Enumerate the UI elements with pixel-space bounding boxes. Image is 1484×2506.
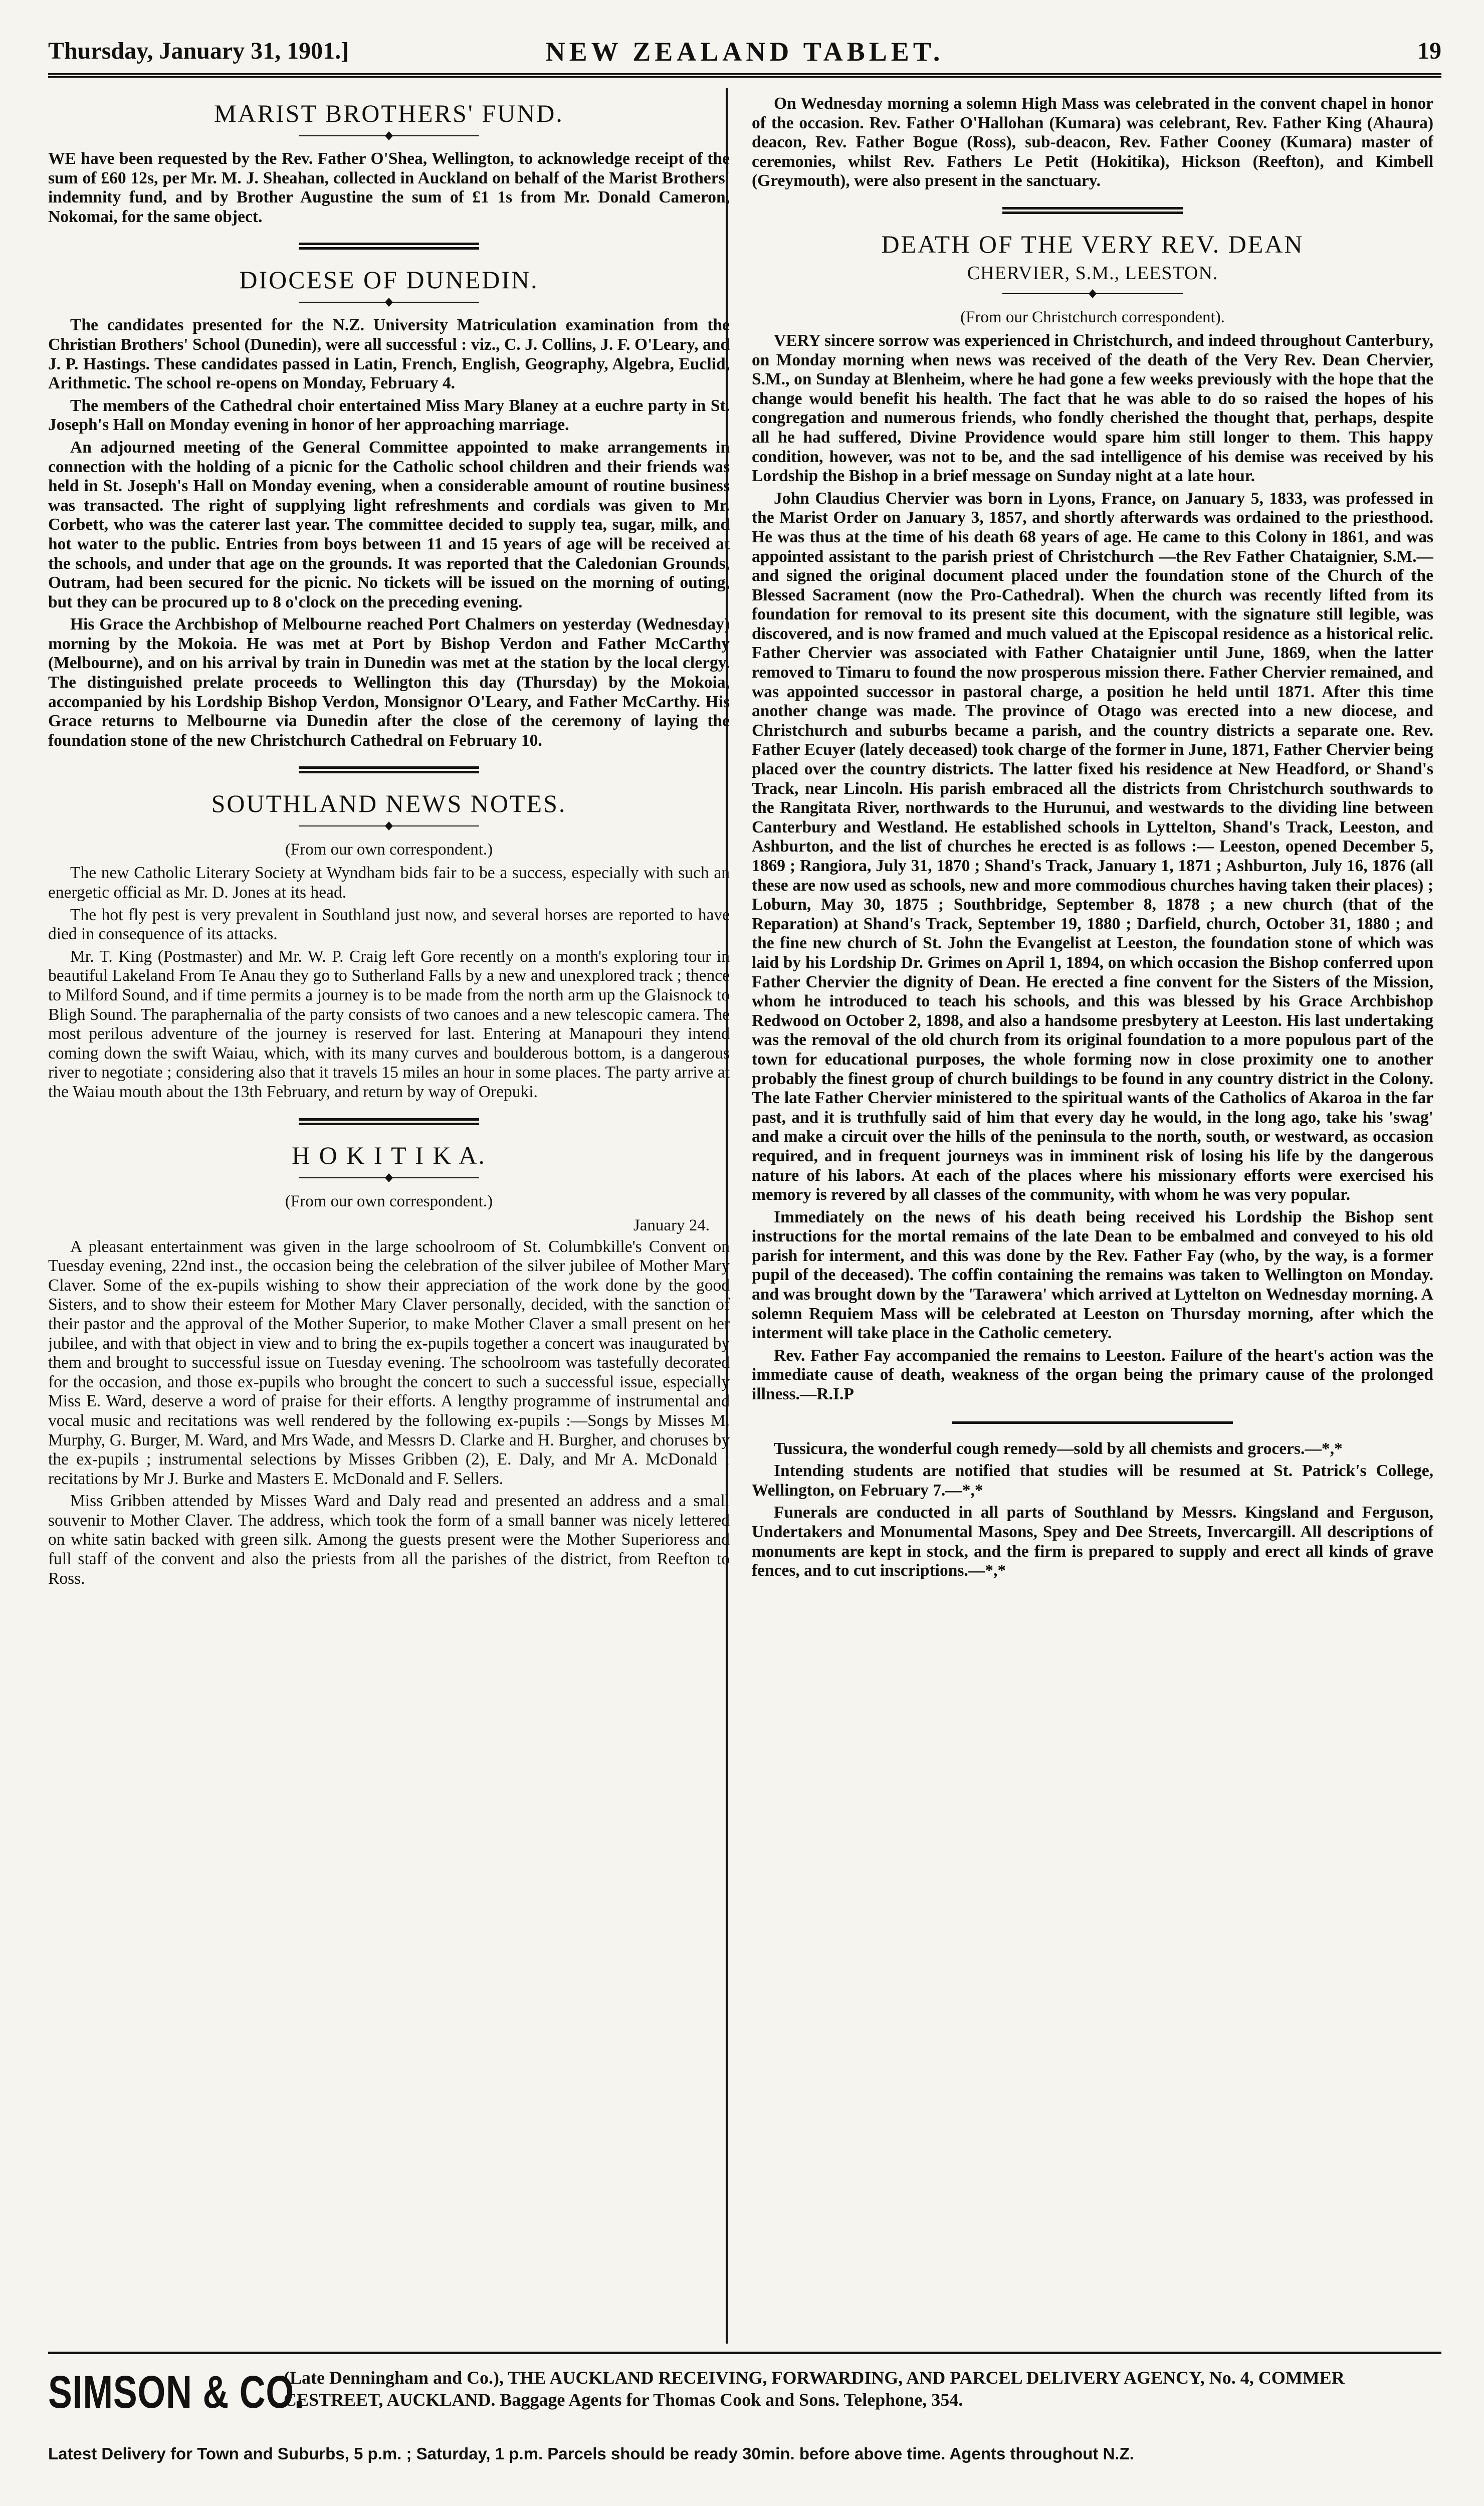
paragraph: An adjourned meeting of the General Committee appointed to make arrangements in connection with the holding of a picnic for the Catholic school children and their friends was held in St. Joseph's Hall on Monday evening, when a considerable amount of routine business was transacted. The right of supplying light refreshments and cordials was given to Mr. Corbett, who was the caterer last year. The committee decided to supply tea, sugar, milk, and hot water to the public. Entries from boys between 11 and 15 years of age will be received at the schools, and under that age on the grounds. It was reported that the Caledonian Grounds, Outram, had been secured for the picnic. No tickets will be issued on the morning of outing, but they can be procured up to 8 o'clock on the preceding evening. (48, 438, 730, 611)
right-column (752, 94, 1433, 2320)
diocese-of-dunedin-article (48, 265, 730, 750)
article-heading: SOUTHLAND NEWS NOTES. (211, 789, 567, 818)
byline: (From our own correspondent.) (285, 841, 493, 859)
diamond-rule-ornament (299, 298, 479, 307)
masthead (48, 31, 1441, 66)
paragraph: His Grace the Archbishop of Melbourne reached Port Chalmers on yesterday (Wednesday) morning by the Mokoia. He was met at Port by Bishop Verdon and Father McCarthy (Melbourne), and on his arrival by train in Dunedin was met at the station by the local clergy. The distinguished prelate proceeds to Wellington this day (Thursday) by the Mokoia, accompanied by his Lordship Bishop Verdon, Monsignor O'Leary, and Father McCarthy. His Grace returns to Melbourne via Dunedin after the close of the ceremony of laying the foundation stone of the new Christchurch Cathedral on February 10. (48, 615, 730, 750)
issue-date: Thursday, January 31, 1901.] (48, 38, 349, 64)
article-heading: DEATH OF THE VERY REV. DEAN (881, 230, 1304, 258)
diamond-rule-ornament (299, 821, 479, 830)
article-heading: MARIST BROTHERS' FUND. (214, 99, 564, 127)
notice: Funerals are conducted in all parts of Southland by Messrs. Kingsland and Ferguson, Undertakers and Monumental Masons, Spey and Dee Streets, Invercargill. All descriptions of monuments are kept in stock, and the firm is prepared to supply and erect all kinds of grave fences, and to cut inscriptions.—*,* (752, 1503, 1433, 1580)
advertiser-name: SIMSON & CO. (48, 2367, 305, 2418)
diamond-rule-ornament (299, 131, 479, 140)
short-notices (752, 1439, 1433, 1581)
paragraph: The new Catholic Literary Society at Wyndham bids fair to be a success, especially with such an energetic official as Mr. D. Jones at its head. (48, 864, 730, 902)
paragraph: On Wednesday morning a solemn High Mass was celebrated in the convent chapel in honor of the occasion. Rev. Father O'Hallohan (Kumara) was celebrant, Rev. Father King (Ahaura) deacon, Rev. Father Bogue (Ross), sub-deacon, Rev. Father Cooney (Kumara) master of ceremonies, whilst Rev. Fathers Le Petit (Hokitika), Hickson (Reefton), and Kimbell (Greymouth), were also present in the sanctuary. (752, 94, 1433, 190)
footer-rule (48, 2352, 1441, 2354)
simson-advertisement (48, 2362, 1441, 2472)
death-of-dean-chervier-article (752, 229, 1433, 1404)
section-separator (299, 766, 479, 773)
paragraph: The candidates presented for the N.Z. University Matriculation examination from the Christian Brothers' School (Dunedin), were all successful : viz., C. J. Collins, J. F. O'Leary, and J. P. Hastings. These candidates passed in Latin, French, English, Geography, Algebra, Euclid, Arithmetic. The school re-opens on Monday, February 4. (48, 316, 730, 393)
paragraph: John Claudius Chervier was born in Lyons, France, on January 5, 1833, was professed in the Marist Order on January 3, 1857, and shortly afterwards was ordained to the priesthood. He was thus at the time of his death 68 years of age. He came to this Colony in 1861, and was appointed assistant to the parish priest of Christchurch —the Rev Father Chataignier, S.M.—and signed the original document placed under the foundation stone of the Church of the Blessed Sacrament (now the Pro-Cathedral). When the church was recently lifted from its foundation for removal to its present site this document, with the signature still legible, was discovered, and is now framed and much valued at the Episcopal residence as a historical relic. Father Chervier was associated with Father Chataignier until June, 1869, when the latter removed to Timaru to found the now prosperous mission there. Father Chervier remained, and was appointed successor in pastoral charge, a position he held until 1871. After this time another change was made. The province of Otago was erected into a new diocese, and Christchurch and suburbs became a parish, and the country districts a separate one. Rev. Father Ecuyer (lately deceased) took charge of the former in June, 1871, Father Chervier being placed over the country districts. The latter fixed his residence at New Headford, or Shand's Track, near Lincoln. His parish embraced all the districts from Christchurch southwards to the Rangitata River, northwards to the Hurunui, and westwards to the dividing line between Canterbury and Westland. He established schools in Lyttelton, Shand's Track, Leeston, and Ashburton, and the list of churches he erected is as follows :— Leeston, opened December 5, 1869 ; Rangiora, July 31, 1870 ; Shand's Track, January 1, 1871 ; Ashburton, July 16, 1876 (all these are now used as schools, new and more commodious churches having taken their places) ; Loburn, May 30, 1875 ; Southbridge, September 8, 1878 ; a new church (that of the Reparation) at Shand's Track, September 19, 1880 ; Darfield, church, October 31, 1880 ; and the fine new church of St. John the Evangelist at Leeston, the foundation stone of which was laid by his Lordship Dr. Grimes on April 1, 1894, on which occasion the Bishop conferred upon Father Chervier the dignity of Dean. He erected a fine convent for the Sisters of the Mission, whom he introduced to teach his schools, and this was blessed by his Grace Archbishop Redwood on October 2, 1898, and also a handsome presbytery at Leeston. His last undertaking was the removal of the old church from its original foundation to a more populous part of the town for educational purposes, the whole forming now in close proximity one to another probably the finest group of church buildings to be found in any country district in the Colony. The late Father Chervier ministered to the spiritual wants of the Catholics of Akaroa in the far past, and it is truthfully said of him that every day he would, in the long ago, take his 'swag' and make a circuit over the hills of the peninsula to the north, south, or westward, as occasion required, and in frequent journeys was in imminent risk of losing his life by the dangerous nature of his labors. At each of the places where his missionary efforts were exercised his memory is revered by all classes of the community, with whom he was very popular. (752, 489, 1433, 1204)
article-subheading: CHERVIER, S.M., LEESTON. (967, 262, 1218, 284)
paragraph: A pleasant entertainment was given in the large schoolroom of St. Columbkille's Convent on Tuesday evening, 22nd inst., the occasion being the celebration of the silver jubilee of Mother Mary Claver. Some of the ex-pupils wishing to show their appreciation of the work done by the good Sisters, and to show their esteem for Mother Mary Claver personally, decided, with the sanction of their pastor and the approval of the Mother Superior, to make Mother Claver a small present on her jubilee, and with that object in view and to bring the ex-pupils together a concert was inaugurated by them and brought to successful issue on Tuesday evening. The schoolroom was tastefully decorated for the occasion, and those ex-pupils who brought the concert to such a successful issue, especially Miss E. Ward, deserve a word of praise for their efforts. A lengthy programme of instrumental and vocal music and recitations was well rendered by the following ex-pupils :—Songs by Misses M. Murphy, G. Burger, M. Ward, and Mrs Wade, and Messrs D. Clarke and H. Burgher, and choruses by the ex-pupils ; instrumental selections by Misses Gribben (2), E. Daly, and Mr A. McDonald ; recitations by Mr J. Burke and Masters E. McDonald and F. Sellers. (48, 1237, 730, 1488)
article-body: WE have been requested by the Rev. Father O'Shea, Wellington, to acknowledge receipt of the sum of £60 12s, per Mr. M. J. Sheahan, collected in Auckland on behalf of the Marist Brothers' indemnity fund, and by Brother Augustine the sum of £1 1s from Mr. Donald Cameron, Nokomai, for the same object. (48, 149, 730, 226)
dateline: January 24. (633, 1216, 710, 1234)
diamond-rule-ornament (1002, 289, 1183, 298)
advertisement-text: (Late Denningham and Co.), THE AUCKLAND RECEIVING, FORWARDING, AND PARCEL DELIVERY AGENCY, No. 4, COMMER CESTREET, AUCKLAND. Baggage Agents for Thomas Cook and Sons. Telephone, 354. (284, 2368, 1345, 2410)
marist-brothers-fund-article (48, 98, 730, 227)
article-heading: DIOCESE OF DUNEDIN. (239, 266, 539, 294)
paragraph: Immediately on the news of his death being received his Lordship the Bishop sent instructions for the mortal remains of the late Dean to be embalmed and conveyed to his old parish for interment, and this was done by the Rev. Father Fay (who, by the way, is a former pupil of the deceased). The coffin containing the remains was taken to Wellington on Monday. and was brought down by the 'Tarawera' which arrived at Lyttelton on Wednesday morning. A solemn Requiem Mass will be celebrated at Leeston on Thursday morning, after which the interment will take place in the Catholic cemetery. (752, 1207, 1433, 1343)
notice: Tussicura, the wonderful cough remedy—sold by all chemists and grocers.—*,* (774, 1439, 1343, 1458)
publication-title: NEW ZEALAND TABLET. (545, 37, 944, 67)
paragraph: Mr. T. King (Postmaster) and Mr. W. P. Craig left Gore recently on a month's exploring tour in beautiful Lakeland From Te Anau they go to Sutherland Falls by a new and unexplored track ; thence to Milford Sound, and if time permits a journey is to be made from the north arm up the Glaisnock to Bligh Sound. The paraphernalia of the party consists of two canoes and a new telescopic camera. The most perilous adventure of the journey is reserved for last. Entering at Manapouri they intend coming down the swift Waiau, which, with its many curves and boulderous bottom, is a dangerous river to negotiate ; considering also that it travels 15 miles an hour in some places. The party arrive at the Waiau mouth about the 13th February, and return by way of Orepuki. (48, 947, 730, 1101)
section-separator (299, 1118, 479, 1125)
left-column (48, 94, 730, 2320)
masthead-rule (48, 73, 1441, 78)
section-separator (952, 1421, 1233, 1424)
article-heading: H O K I T I K A. (292, 1141, 486, 1169)
notice: Intending students are notified that studies will be resumed at St. Patrick's College, Wellington, on February 7.—*,* (752, 1461, 1433, 1500)
paragraph: Miss Gribben attended by Misses Ward and Daly read and presented an address and a small souvenir to Mother Claver. The address, which took the form of a small banner was nicely lettered on white satin backed with green silk. Among the guests present were the Mother Superioress and full staff of the convent and also the priests from all the parishes of the district, from Reefton to Ross. (48, 1492, 730, 1588)
byline: (From our Christchurch correspondent). (960, 308, 1225, 326)
hokitika-continued (752, 94, 1433, 191)
hokitika-article (48, 1140, 730, 1589)
southland-news-notes-article (48, 788, 730, 1102)
diamond-rule-ornament (299, 1173, 479, 1182)
section-separator (1002, 207, 1183, 214)
byline: (From our own correspondent.) (285, 1192, 493, 1210)
section-separator (299, 243, 479, 250)
paragraph: The members of the Cathedral choir entertained Miss Mary Blaney at a euchre party in St. Joseph's Hall on Monday evening in honor of her approaching marriage. (48, 396, 730, 435)
advertisement-delivery-line: Latest Delivery for Town and Suburbs, 5 p.m. ; Saturday, 1 p.m. Parcels should be ready 30min. before above time. Agents throughout N.Z. (48, 2444, 1134, 2463)
paragraph: Rev. Father Fay accompanied the remains to Leeston. Failure of the heart's action was the immediate cause of death, weakness of the organ being the primary cause of the prolonged illness.—R.I.P (752, 1346, 1433, 1404)
paragraph: The hot fly pest is very prevalent in Southland just now, and several horses are reported to have died in consequence of its attacks. (48, 905, 730, 944)
paragraph: VERY sincere sorrow was experienced in Christchurch, and indeed throughout Canterbury, on Monday morning when news was received of the death of the Very Rev. Dean Chervier, S.M., on Sunday at Blenheim, where he had gone a few weeks previously with the hope that the change would benefit his health. The fact that he was able to do so raised the hopes of his congregation and numerous friends, who fondly cherished the thought that, perhaps, despite all he had suffered, Divine Providence would spare him still longer to them. This happy condition, however, was not to be, and the sad intelligence of his demise was received by his Lordship the Bishop in a brief message on Sunday night at a late hour. (752, 331, 1433, 486)
page-number: 19 (1417, 38, 1441, 64)
